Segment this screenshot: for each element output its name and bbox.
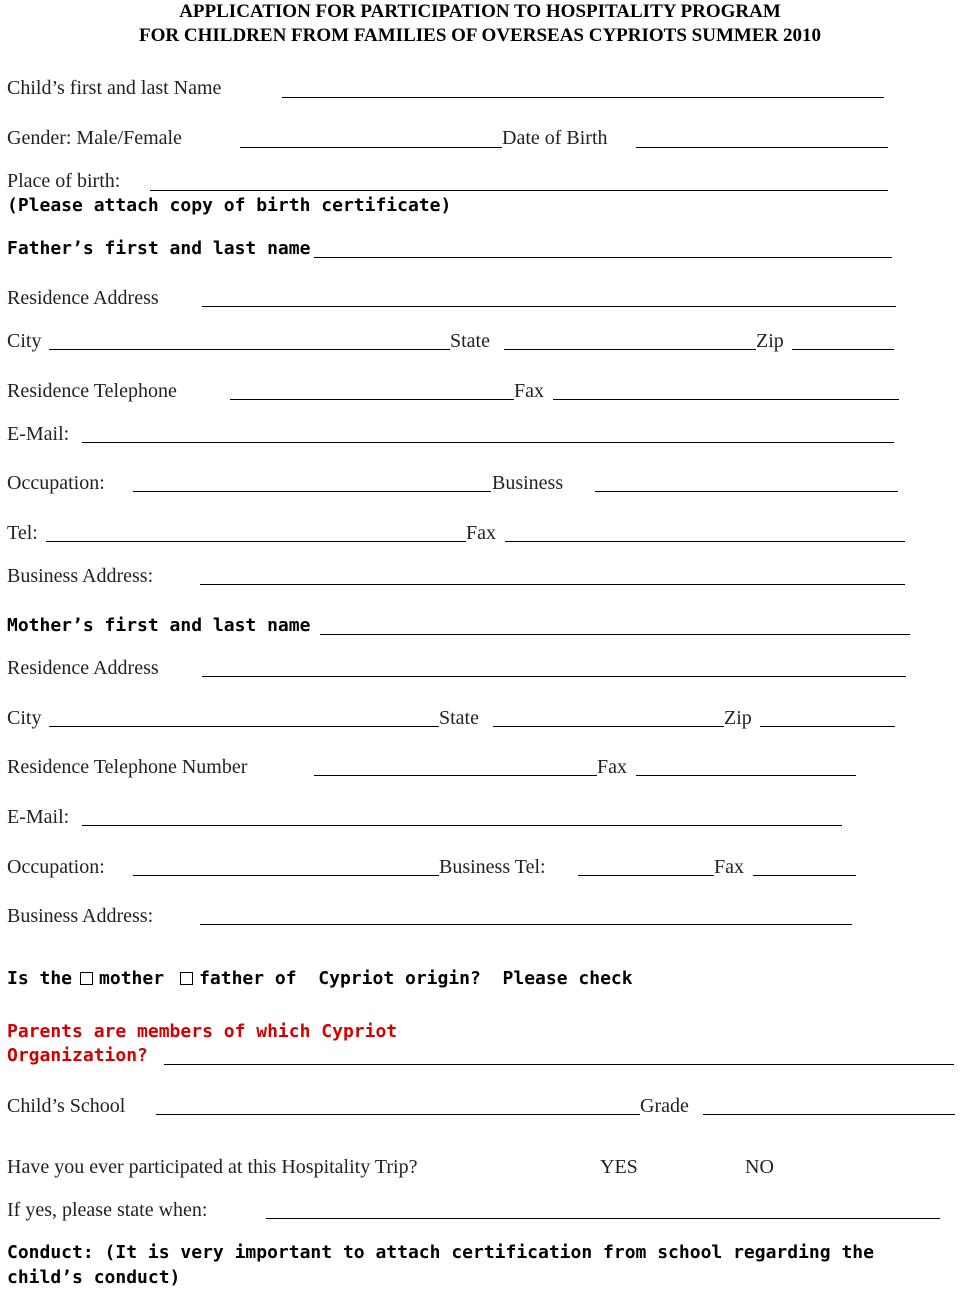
trip-no-option[interactable]: NO — [745, 1156, 774, 1178]
father-fax-field[interactable] — [553, 399, 899, 400]
mother-fax-label: Fax — [597, 756, 627, 778]
mother-city-field[interactable] — [49, 726, 439, 727]
organization-label-line1: Parents are members of which Cypriot — [7, 1021, 398, 1042]
father-fax-label: Fax — [514, 380, 544, 402]
father-phone-field[interactable] — [230, 399, 514, 400]
father-address-label: Residence Address — [7, 287, 159, 309]
trip-when-field[interactable] — [266, 1218, 940, 1219]
gender-field[interactable] — [240, 147, 502, 148]
mother-fax-field[interactable] — [636, 775, 856, 776]
conduct-note-line1: Conduct: (It is very important to attach certification from school regarding the — [7, 1242, 874, 1263]
father-email-label: E-Mail: — [7, 423, 70, 445]
father-tel-field[interactable] — [46, 541, 466, 542]
mother-email-label: E-Mail: — [7, 806, 70, 828]
organization-label-line2: Organization? — [7, 1045, 148, 1066]
attach-note: (Please attach copy of birth certificate) — [7, 195, 452, 216]
mother-checkbox[interactable] — [80, 972, 93, 985]
mother-city-label: City — [7, 707, 42, 729]
father-name-field[interactable] — [314, 257, 892, 258]
father-business-address-label: Business Address: — [7, 565, 154, 587]
mother-business-address-field[interactable] — [200, 924, 852, 925]
father-city-label: City — [7, 330, 42, 352]
origin-question — [7, 968, 633, 990]
school-label: Child’s School — [7, 1095, 126, 1117]
mother-name-label: Mother’s first and last name — [7, 615, 311, 636]
mother-name-field[interactable] — [320, 634, 910, 635]
father-business-label: Business — [492, 472, 564, 494]
grade-label: Grade — [640, 1095, 689, 1117]
father-occupation-field[interactable] — [133, 491, 491, 492]
mother-address-label: Residence Address — [7, 657, 159, 679]
trip-yes-option[interactable]: YES — [600, 1156, 638, 1178]
mother-zip-label: Zip — [724, 707, 752, 729]
father-business-field[interactable] — [595, 491, 898, 492]
pob-field[interactable] — [150, 190, 888, 191]
dob-field[interactable] — [636, 147, 888, 148]
child-name-label: Child’s first and last Name — [7, 77, 222, 99]
pob-label: Place of birth: — [7, 170, 121, 192]
mother-option-label: mother — [99, 968, 165, 989]
mother-fax2-label: Fax — [714, 856, 744, 878]
school-field[interactable] — [156, 1114, 640, 1115]
father-city-field[interactable] — [49, 349, 450, 350]
father-email-field[interactable] — [82, 442, 894, 443]
mother-phone-label: Residence Telephone Number — [7, 756, 248, 778]
mother-email-field[interactable] — [82, 825, 842, 826]
mother-phone-field[interactable] — [314, 775, 597, 776]
dob-label: Date of Birth — [502, 127, 608, 149]
mother-state-field[interactable] — [493, 726, 724, 727]
father-tel-label: Tel: — [7, 522, 38, 544]
father-state-field[interactable] — [504, 349, 756, 350]
father-fax2-label: Fax — [466, 522, 496, 544]
father-address-field[interactable] — [202, 306, 896, 307]
mother-state-label: State — [439, 707, 479, 729]
grade-field[interactable] — [703, 1114, 955, 1115]
mother-business-tel-label: Business Tel: — [439, 856, 546, 878]
mother-business-address-label: Business Address: — [7, 905, 154, 927]
form-title-line1: APPLICATION FOR PARTICIPATION TO HOSPITALITY PROGRAM — [179, 1, 781, 22]
trip-when-label: If yes, please state when: — [7, 1199, 208, 1221]
father-state-label: State — [450, 330, 490, 352]
child-name-field[interactable] — [282, 97, 884, 98]
conduct-note-line2: child’s conduct) — [7, 1267, 181, 1288]
mother-fax2-field[interactable] — [753, 875, 856, 876]
father-fax2-field[interactable] — [505, 541, 905, 542]
father-checkbox[interactable] — [180, 972, 193, 985]
father-zip-field[interactable] — [792, 349, 894, 350]
mother-business-tel-field[interactable] — [578, 875, 714, 876]
father-phone-label: Residence Telephone — [7, 380, 177, 402]
mother-occupation-label: Occupation: — [7, 856, 105, 878]
form-title-line2: FOR CHILDREN FROM FAMILIES OF OVERSEAS CYPRIOTS SUMMER 2010 — [139, 25, 821, 46]
father-name-label: Father’s first and last name — [7, 238, 311, 259]
organization-field[interactable] — [164, 1064, 954, 1065]
mother-zip-field[interactable] — [760, 726, 895, 727]
origin-prefix: Is the — [7, 968, 73, 989]
gender-label: Gender: Male/Female — [7, 127, 182, 149]
mother-address-field[interactable] — [202, 676, 906, 677]
mother-occupation-field[interactable] — [133, 875, 439, 876]
trip-question: Have you ever participated at this Hospitality Trip? — [7, 1156, 418, 1178]
father-option-label: father of — [199, 968, 297, 989]
origin-suffix: Cypriot origin? — [318, 968, 481, 989]
father-zip-label: Zip — [756, 330, 784, 352]
origin-instruction: Please check — [502, 968, 633, 989]
father-business-address-field[interactable] — [200, 584, 905, 585]
father-occupation-label: Occupation: — [7, 472, 105, 494]
